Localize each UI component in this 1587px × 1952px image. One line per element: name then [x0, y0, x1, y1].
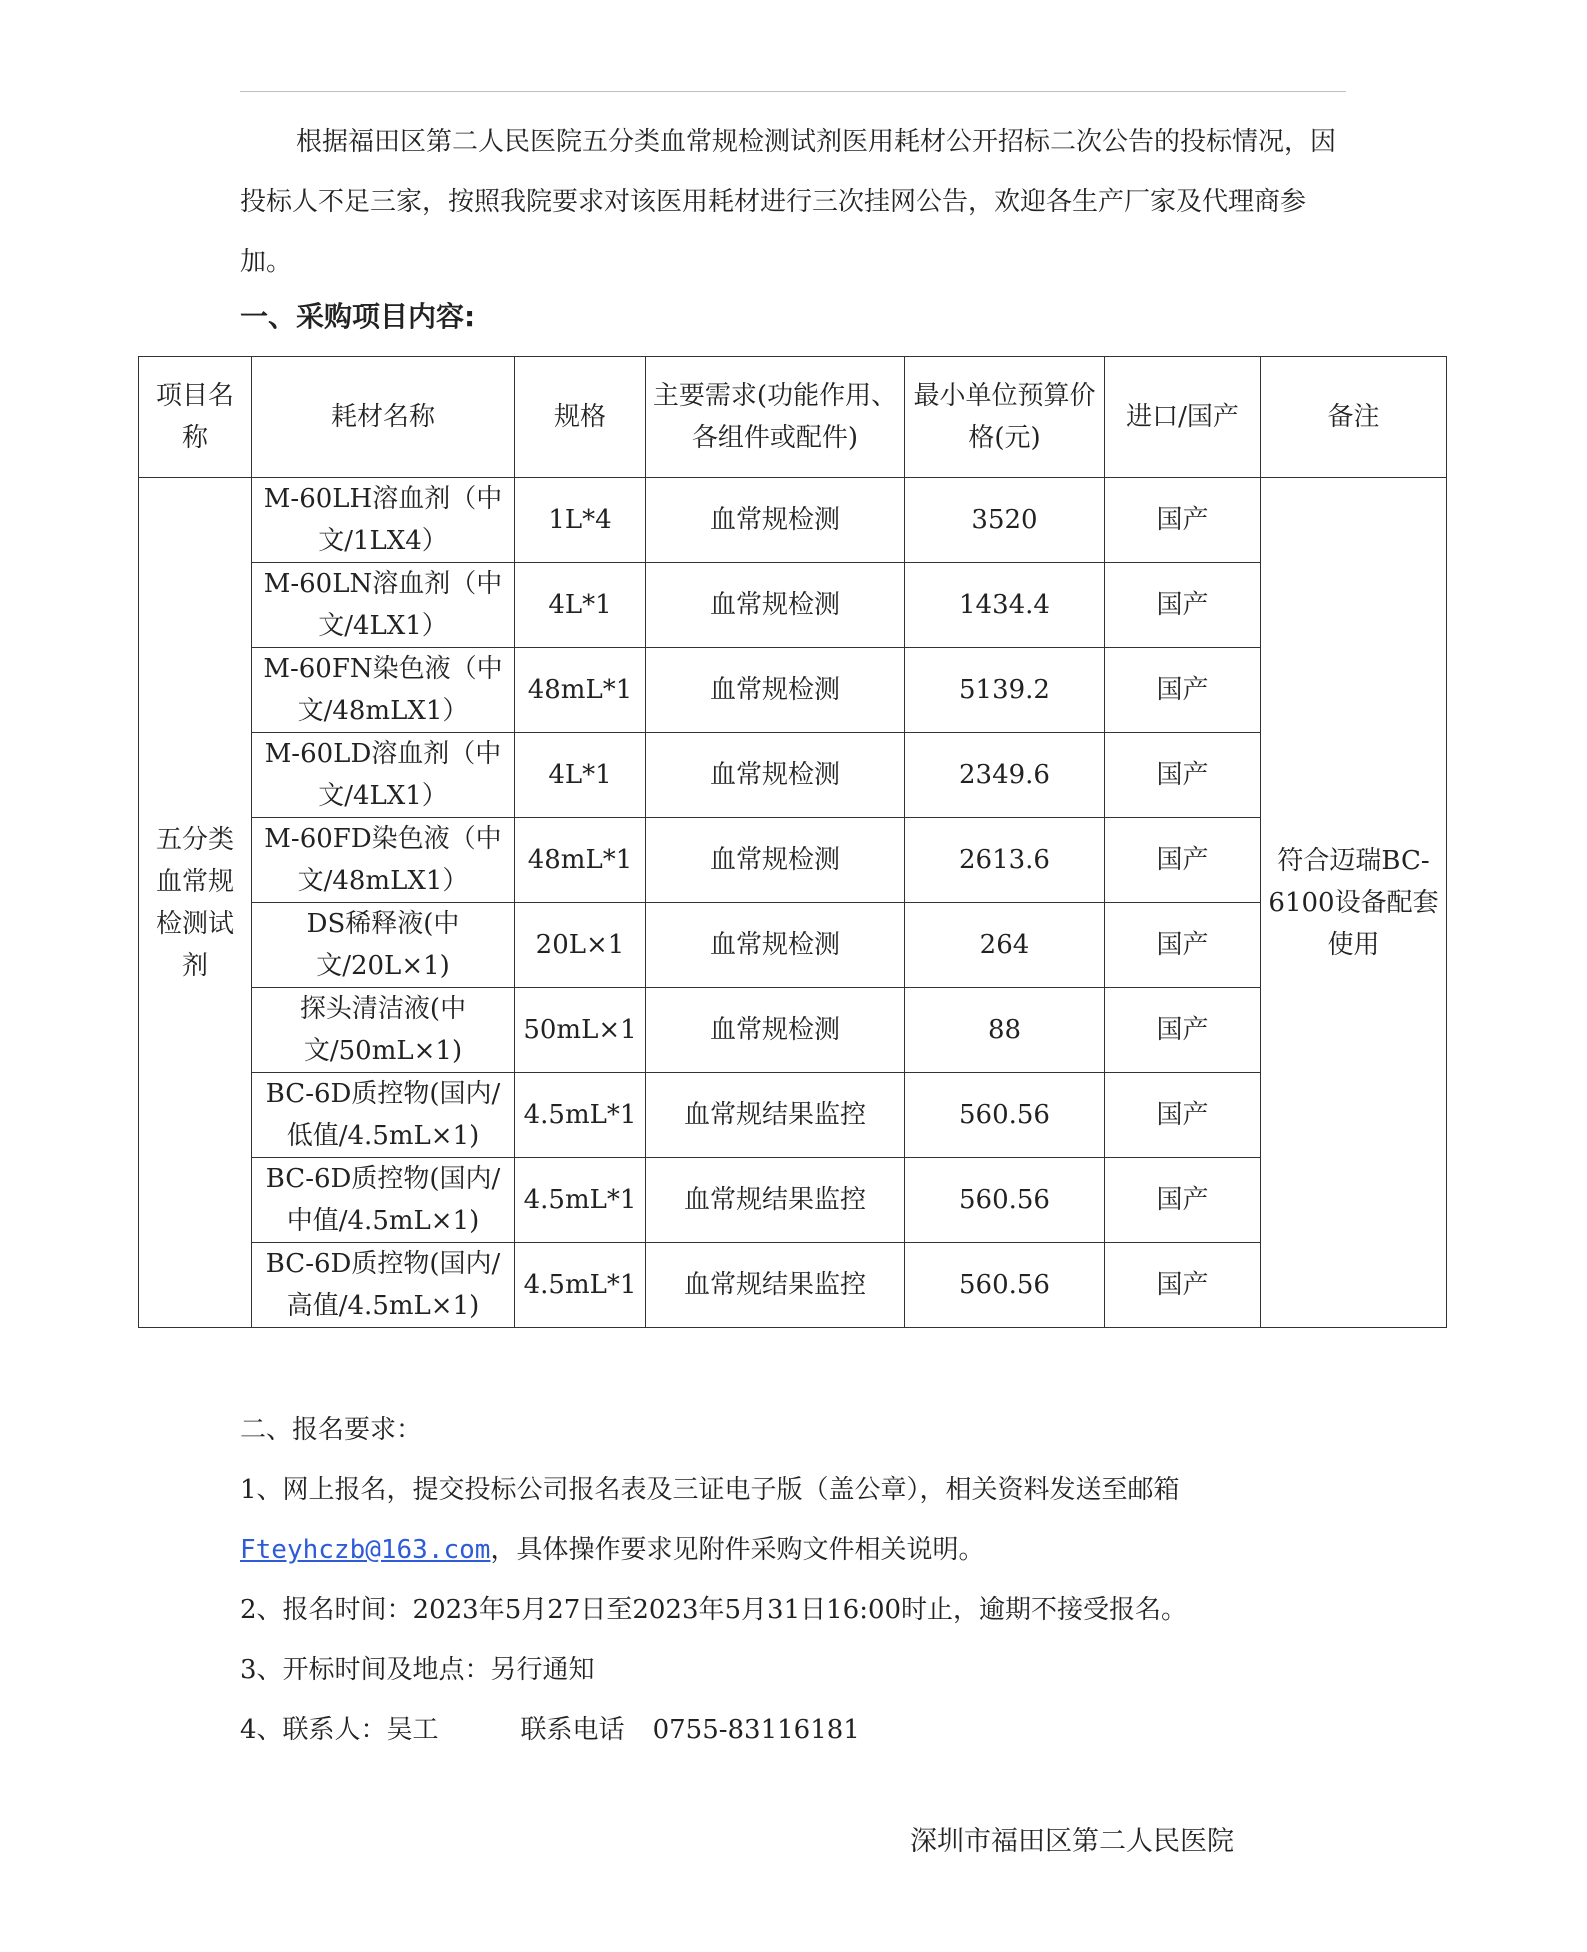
spec-cell: 4L*1	[515, 733, 646, 818]
requirement-item-2: 2、报名时间：2023年5月27日至2023年5月31日16:00时止，逾期不接受报名。	[240, 1595, 1188, 1625]
table-row	[139, 1243, 1447, 1328]
table-row	[139, 1158, 1447, 1243]
requirement-cell: 血常规结果监控	[646, 1158, 905, 1243]
header-origin: 进口/国产	[1105, 357, 1261, 478]
section1-title: 一、采购项目内容:	[240, 300, 476, 333]
requirement-item-3: 3、开标时间及地点：另行通知	[240, 1655, 595, 1685]
price-cell: 3520	[905, 478, 1105, 563]
requirement-cell: 血常规检测	[646, 903, 905, 988]
header-item-name: 耗材名称	[252, 357, 515, 478]
item-name-cell: BC-6D质控物(国内/中值/4.5mL×1)	[252, 1158, 515, 1243]
item-name-cell: M-60LH溶血剂（中文/1LX4）	[252, 478, 515, 563]
contact-person: 4、联系人：吴工	[240, 1715, 439, 1745]
origin-cell: 国产	[1105, 903, 1261, 988]
requirement-item-4	[240, 1710, 860, 1750]
requirement-item-1-suffix: ，具体操作要求见附件采购文件相关说明。	[490, 1535, 985, 1565]
spec-cell: 4.5mL*1	[515, 1158, 646, 1243]
requirement-cell: 血常规结果监控	[646, 1073, 905, 1158]
item-name-cell: BC-6D质控物(国内/低值/4.5mL×1)	[252, 1073, 515, 1158]
header-requirement: 主要需求(功能作用、各组件或配件)	[646, 357, 905, 478]
intro-paragraph: 根据福田区第二人民医院五分类血常规检测试剂医用耗材公开招标二次公告的投标情况，因投标人不足三家，按照我院要求对该医用耗材进行三次挂网公告，欢迎各生产厂家及代理商参加。	[240, 127, 1337, 277]
header-spec: 规格	[515, 357, 646, 478]
contact-phone: 0755-83116181	[652, 1715, 860, 1745]
price-cell: 560.56	[905, 1243, 1105, 1328]
origin-cell: 国产	[1105, 478, 1261, 563]
project-name-cell: 五分类血常规检测试剂	[139, 478, 252, 1328]
origin-cell: 国产	[1105, 1158, 1261, 1243]
requirement-cell: 血常规检测	[646, 818, 905, 903]
spec-cell: 4.5mL*1	[515, 1243, 646, 1328]
price-cell: 1434.4	[905, 563, 1105, 648]
header-remark: 备注	[1261, 357, 1447, 478]
header-price: 最小单位预算价格(元)	[905, 357, 1105, 478]
origin-cell: 国产	[1105, 563, 1261, 648]
top-rule	[240, 91, 1346, 92]
origin-cell: 国产	[1105, 1073, 1261, 1158]
table-row	[139, 1073, 1447, 1158]
table-row	[139, 478, 1447, 563]
item-name-cell: M-60FD染色液（中文/48mLX1）	[252, 818, 515, 903]
item-name-cell: DS稀释液(中文/20L×1)	[252, 903, 515, 988]
section2-title: 二、报名要求：	[240, 1415, 423, 1445]
price-cell: 2349.6	[905, 733, 1105, 818]
spec-cell: 1L*4	[515, 478, 646, 563]
price-cell: 560.56	[905, 1158, 1105, 1243]
spec-cell: 20L×1	[515, 903, 646, 988]
requirement-cell: 血常规结果监控	[646, 1243, 905, 1328]
spec-cell: 4.5mL*1	[515, 1073, 646, 1158]
price-cell: 5139.2	[905, 648, 1105, 733]
table-row	[139, 818, 1447, 903]
requirement-cell: 血常规检测	[646, 478, 905, 563]
requirement-cell: 血常规检测	[646, 563, 905, 648]
requirement-item-1: 1、网上报名，提交投标公司报名表及三证电子版（盖公章），相关资料发送至邮箱	[240, 1475, 1180, 1505]
item-name-cell: BC-6D质控物(国内/高值/4.5mL×1)	[252, 1243, 515, 1328]
table-row	[139, 563, 1447, 648]
requirement-item-1-cont	[240, 1530, 984, 1570]
item-name-cell: M-60LN溶血剂（中文/4LX1）	[252, 563, 515, 648]
origin-cell: 国产	[1105, 733, 1261, 818]
price-cell: 2613.6	[905, 818, 1105, 903]
origin-cell: 国产	[1105, 648, 1261, 733]
price-cell: 264	[905, 903, 1105, 988]
header-project-name: 项目名称	[139, 357, 252, 478]
price-cell: 88	[905, 988, 1105, 1073]
signoff: 深圳市福田区第二人民医院	[910, 1826, 1234, 1857]
item-name-cell: 探头清洁液(中文/50mL×1)	[252, 988, 515, 1073]
table-row	[139, 903, 1447, 988]
remark-cell: 符合迈瑞BC-6100设备配套使用	[1261, 478, 1447, 1328]
requirement-cell: 血常规检测	[646, 648, 905, 733]
spec-cell: 4L*1	[515, 563, 646, 648]
table-row	[139, 733, 1447, 818]
table-row	[139, 648, 1447, 733]
item-name-cell: M-60LD溶血剂（中文/4LX1）	[252, 733, 515, 818]
table-header-row	[139, 357, 1447, 478]
price-cell: 560.56	[905, 1073, 1105, 1158]
origin-cell: 国产	[1105, 988, 1261, 1073]
requirement-cell: 血常规检测	[646, 988, 905, 1073]
origin-cell: 国产	[1105, 1243, 1261, 1328]
spec-cell: 48mL*1	[515, 818, 646, 903]
table-row	[139, 988, 1447, 1073]
procurement-table	[138, 356, 1447, 1328]
email-link[interactable]: Fteyhczb@163.com	[240, 1535, 491, 1565]
requirement-cell: 血常规检测	[646, 733, 905, 818]
item-name-cell: M-60FN染色液（中文/48mLX1）	[252, 648, 515, 733]
origin-cell: 国产	[1105, 818, 1261, 903]
contact-phone-label: 联系电话	[520, 1715, 625, 1745]
spec-cell: 48mL*1	[515, 648, 646, 733]
spec-cell: 50mL×1	[515, 988, 646, 1073]
